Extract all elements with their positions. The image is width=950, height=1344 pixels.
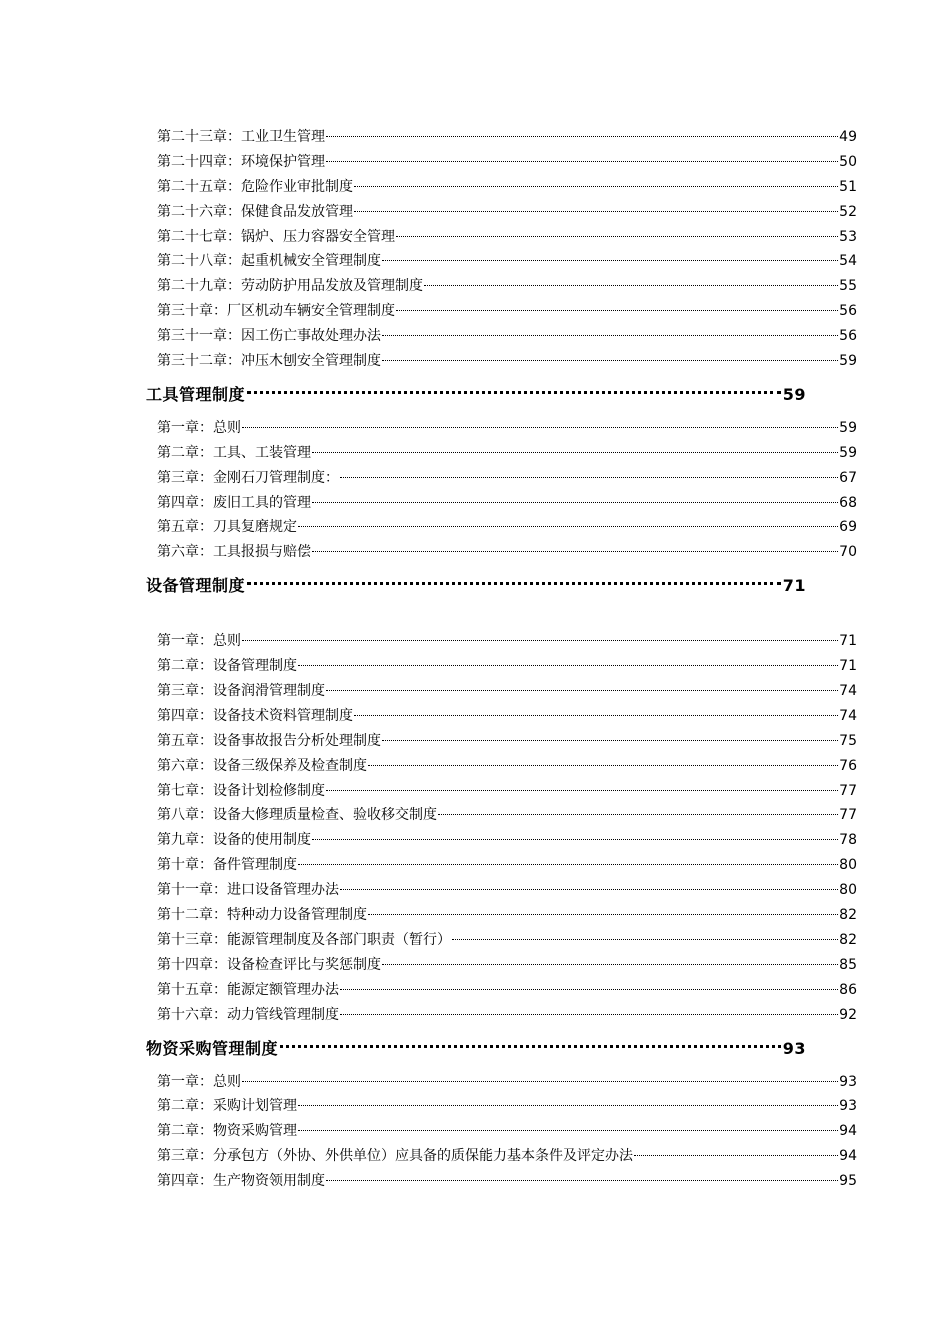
toc-entry[interactable]	[0, 953, 857, 978]
page-number: 59	[839, 353, 857, 370]
page-number: 49	[839, 129, 857, 145]
entry-title: 第二十八章：起重机械安全管理制度	[157, 253, 381, 270]
page-number: 77	[839, 782, 857, 799]
page-number: 59	[782, 384, 806, 404]
section-title: 物资采购管理制度	[146, 1038, 279, 1058]
dot-leader	[340, 889, 838, 890]
dot-leader	[340, 989, 838, 990]
entry-title: 第三十章：厂区机动车辆安全管理制度	[157, 303, 395, 320]
dot-leader	[438, 814, 838, 815]
page-number: 71	[839, 633, 857, 650]
dot-leader	[298, 665, 838, 666]
toc-entry[interactable]	[0, 1119, 857, 1144]
page-number: 95	[839, 1173, 857, 1190]
page-number: 85	[839, 956, 857, 973]
dot-leader	[326, 790, 838, 791]
page-number: 75	[839, 732, 857, 749]
entry-title: 第六章：设备三级保养及检查制度	[157, 757, 367, 774]
toc-entry[interactable]	[0, 629, 857, 654]
page-number: 59	[839, 444, 857, 461]
dot-leader	[312, 839, 838, 840]
toc-entry[interactable]	[0, 1003, 857, 1028]
toc-entry[interactable]	[0, 1144, 857, 1169]
page-number: 68	[839, 494, 857, 511]
page-number: 67	[839, 469, 857, 486]
spacer	[0, 603, 950, 629]
dot-leader	[354, 715, 838, 716]
entry-title: 第五章：刀具复磨规定	[157, 519, 297, 536]
page-number: 74	[839, 707, 857, 724]
dot-leader	[424, 285, 838, 286]
toc-entry[interactable]	[0, 125, 857, 150]
toc-entry[interactable]	[0, 853, 857, 878]
dot-leader	[326, 161, 838, 162]
page-number: 54	[839, 253, 857, 270]
entry-title: 第十五章：能源定额管理办法	[157, 981, 339, 998]
entry-title: 第五章：设备事故报告分析处理制度	[157, 732, 381, 749]
entry-title: 第四章：生产物资领用制度	[157, 1173, 325, 1190]
page-number: 86	[839, 981, 857, 998]
entry-title: 第六章：工具报损与赔偿	[157, 544, 311, 561]
entry-title: 第七章：设备计划检修制度	[157, 782, 325, 799]
dot-leader	[382, 335, 838, 336]
entry-title: 第三章：设备润滑管理制度	[157, 683, 325, 700]
entry-title: 第二十五章：危险作业审批制度	[157, 178, 353, 195]
page-number: 93	[839, 1073, 857, 1090]
page-number: 56	[839, 303, 857, 320]
entry-title: 第九章：设备的使用制度	[157, 832, 311, 849]
dot-leader	[247, 582, 781, 585]
page-number: 59	[839, 419, 857, 436]
entry-title: 第三章：金刚石刀管理制度：	[157, 469, 339, 486]
page-number: 80	[839, 882, 857, 899]
page-number: 93	[839, 1098, 857, 1115]
section-title: 工具管理制度	[146, 384, 246, 404]
toc-entry[interactable]	[0, 978, 857, 1003]
page-number: 69	[839, 519, 857, 536]
entry-title: 第一章：总则	[157, 633, 241, 650]
page-number: 56	[839, 328, 857, 345]
toc-entry[interactable]	[0, 416, 857, 441]
toc-entry[interactable]	[0, 349, 857, 374]
entry-title: 第四章：废旧工具的管理	[157, 494, 311, 511]
page-number: 92	[839, 1006, 857, 1023]
page-number: 71	[839, 658, 857, 675]
dot-leader	[312, 502, 838, 503]
page-number: 74	[839, 683, 857, 700]
dot-leader	[242, 427, 838, 428]
page-number: 78	[839, 832, 857, 849]
toc-entry[interactable]	[0, 903, 857, 928]
entry-title: 第四章：设备技术资料管理制度	[157, 707, 353, 724]
entry-title: 第十章：备件管理制度	[157, 857, 297, 874]
page-number: 93	[782, 1038, 806, 1058]
entry-title: 第二十九章：劳动防护用品发放及管理制度	[157, 278, 423, 295]
page-number: 53	[839, 228, 857, 245]
toc-entry[interactable]	[0, 1094, 857, 1119]
dot-leader	[396, 310, 838, 311]
toc-entry[interactable]	[0, 729, 857, 754]
toc-entry[interactable]	[0, 441, 857, 466]
toc-entry[interactable]	[0, 515, 857, 540]
page-number: 55	[839, 278, 857, 295]
dot-leader	[298, 1105, 838, 1106]
entry-title: 第二十三章：工业卫生管理	[157, 129, 325, 145]
entry-title: 第二十六章：保健食品发放管理	[157, 203, 353, 220]
toc-entry[interactable]	[0, 654, 857, 679]
dot-leader	[298, 864, 838, 865]
page-number: 77	[839, 807, 857, 824]
toc-entry[interactable]	[0, 225, 857, 250]
dot-leader	[312, 452, 838, 453]
dot-leader	[247, 391, 781, 394]
dot-leader	[382, 964, 838, 965]
toc-entry[interactable]	[0, 828, 857, 853]
toc-entry[interactable]	[0, 466, 857, 491]
toc-entry[interactable]	[0, 1169, 857, 1194]
dot-leader	[452, 939, 838, 940]
entry-title: 第三章：分承包方（外协、外供单位）应具备的质保能力基本条件及评定办法	[157, 1148, 633, 1165]
toc-entry[interactable]	[0, 175, 857, 200]
toc-section-heading[interactable]	[0, 378, 806, 412]
dot-leader	[396, 236, 838, 237]
entry-title: 第八章：设备大修理质量检查、验收移交制度	[157, 807, 437, 824]
page-number: 94	[839, 1123, 857, 1140]
page-number: 76	[839, 757, 857, 774]
entry-title: 第二章：采购计划管理	[157, 1098, 297, 1115]
dot-leader	[368, 765, 838, 766]
dot-leader	[340, 477, 838, 478]
toc-entry[interactable]	[0, 249, 857, 274]
entry-title: 第三十二章：冲压木刨安全管理制度	[157, 353, 381, 370]
entry-title: 第十三章：能源管理制度及各部门职责（暂行）	[157, 931, 451, 948]
toc-entry[interactable]	[0, 704, 857, 729]
entry-title: 第二章：物资采购管理	[157, 1123, 297, 1140]
toc-entry[interactable]	[0, 679, 857, 704]
entry-title: 第十六章：动力管线管理制度	[157, 1006, 339, 1023]
page-number: 82	[839, 907, 857, 924]
toc-entry[interactable]	[0, 324, 857, 349]
page-number: 82	[839, 931, 857, 948]
dot-leader	[368, 914, 838, 915]
page-number: 51	[839, 178, 857, 195]
dot-leader	[340, 1014, 838, 1015]
page-number: 71	[782, 576, 806, 596]
entry-title: 第二章：工具、工装管理	[157, 444, 311, 461]
toc-entry[interactable]	[0, 803, 857, 828]
entry-title: 第二章：设备管理制度	[157, 658, 297, 675]
dot-leader	[382, 260, 838, 261]
dot-leader	[354, 211, 838, 212]
dot-leader	[280, 1045, 781, 1048]
toc-entry[interactable]	[0, 779, 857, 804]
entry-title: 第十二章：特种动力设备管理制度	[157, 907, 367, 924]
entry-title: 第十一章：进口设备管理办法	[157, 882, 339, 899]
entry-title: 第十四章：设备检查评比与奖惩制度	[157, 956, 381, 973]
page-number: 80	[839, 857, 857, 874]
entry-title: 第二十四章：环境保护管理	[157, 153, 325, 170]
dot-leader	[382, 360, 838, 361]
section-title: 设备管理制度	[146, 576, 246, 596]
toc-entry[interactable]	[0, 150, 857, 175]
dot-leader	[634, 1155, 838, 1156]
toc-entry[interactable]	[0, 754, 857, 779]
dot-leader	[326, 690, 838, 691]
toc-section-heading[interactable]	[0, 569, 806, 603]
toc-entry[interactable]	[0, 928, 857, 953]
dot-leader	[354, 186, 838, 187]
toc-entry[interactable]	[0, 299, 857, 324]
table-of-contents	[0, 125, 950, 1194]
dot-leader	[242, 640, 838, 641]
page-number: 52	[839, 203, 857, 220]
toc-entry[interactable]	[0, 1070, 857, 1095]
dot-leader	[242, 1081, 838, 1082]
dot-leader	[312, 551, 838, 552]
dot-leader	[382, 740, 838, 741]
toc-entry[interactable]	[0, 878, 857, 903]
page-number: 50	[839, 153, 857, 170]
entry-title: 第三十一章：因工伤亡事故处理办法	[157, 328, 381, 345]
dot-leader	[298, 526, 838, 527]
entry-title: 第一章：总则	[157, 1073, 241, 1090]
page-number: 94	[839, 1148, 857, 1165]
entry-title: 第二十七章：锅炉、压力容器安全管理	[157, 228, 395, 245]
entry-title: 第一章：总则	[157, 419, 241, 436]
toc-entry[interactable]	[0, 200, 857, 225]
dot-leader	[326, 136, 838, 137]
toc-entry[interactable]	[0, 491, 857, 516]
page-number: 70	[839, 544, 857, 561]
dot-leader	[298, 1130, 838, 1131]
toc-entry[interactable]	[0, 274, 857, 299]
toc-section-heading[interactable]	[0, 1032, 806, 1066]
toc-entry[interactable]	[0, 540, 857, 565]
dot-leader	[326, 1180, 838, 1181]
